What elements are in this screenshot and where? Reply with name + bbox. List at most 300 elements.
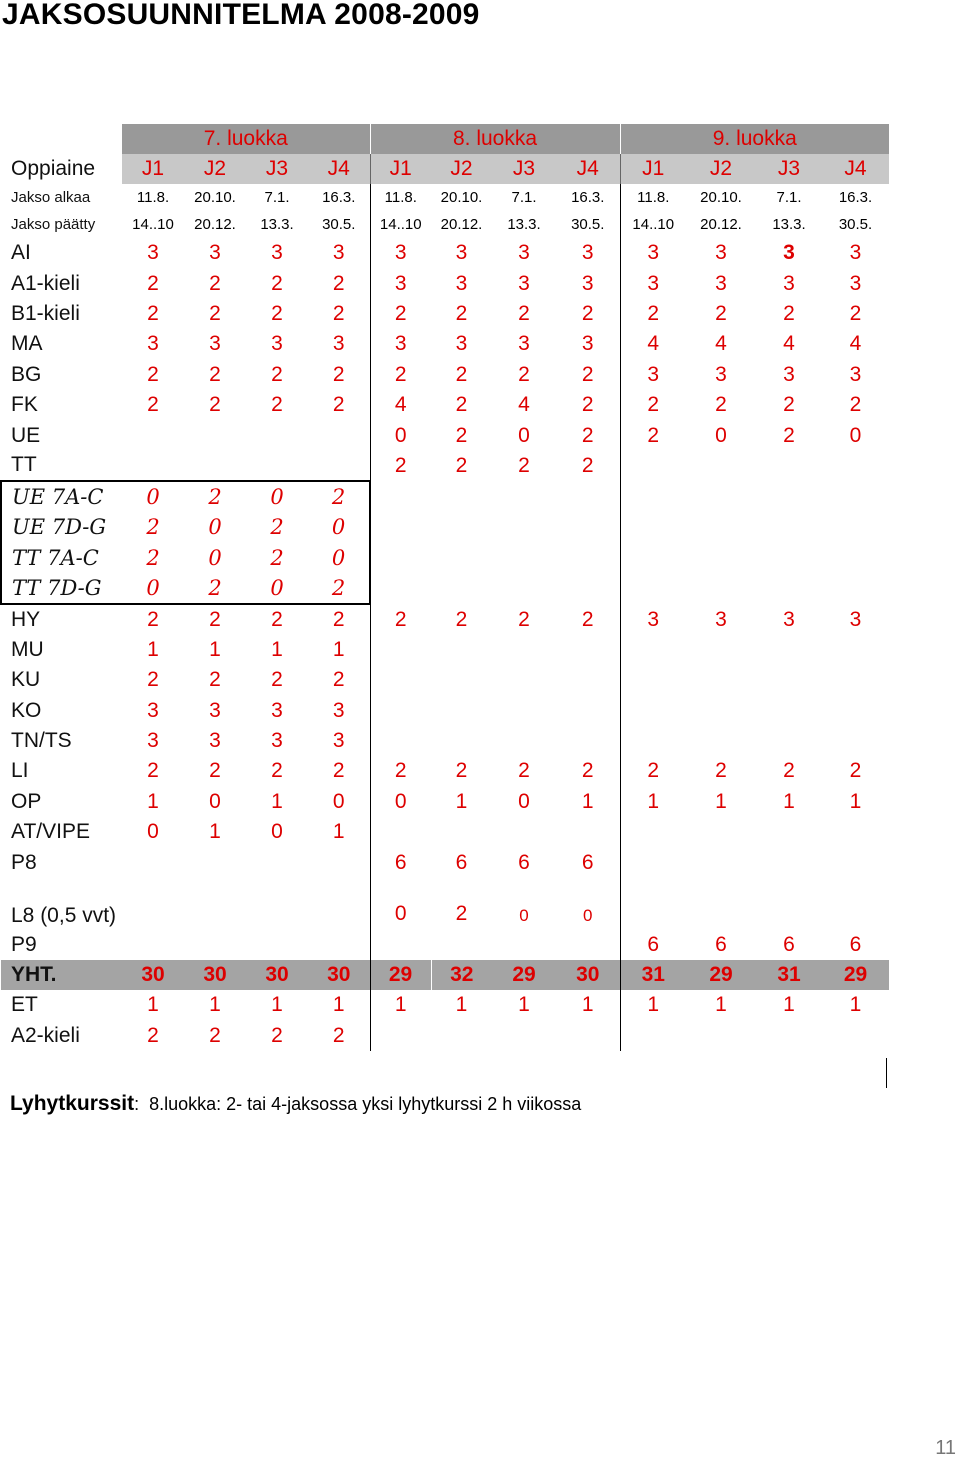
period-value: 2 xyxy=(518,362,530,386)
subject-row xyxy=(1,512,889,543)
period-value xyxy=(620,695,686,725)
period-value: 0 xyxy=(394,423,407,447)
period-value xyxy=(370,726,431,756)
period-value: 3 xyxy=(647,362,660,386)
subject-label: UE 7A-C xyxy=(1,481,122,512)
period-value: 2 xyxy=(271,668,283,692)
period-value xyxy=(822,726,889,756)
period-value: 1 xyxy=(647,789,660,813)
period-value: 1 xyxy=(849,789,862,813)
period-value: 2 xyxy=(518,453,530,477)
period-end-date: 30.5. xyxy=(838,216,873,233)
period-value: 1 xyxy=(147,637,159,661)
period-value: 6 xyxy=(556,847,620,877)
period-value: 3 xyxy=(556,268,620,298)
period-value: 3 xyxy=(518,332,530,356)
period-end-label: Jakso päätty xyxy=(11,216,96,233)
period-value: 2 xyxy=(647,393,660,417)
period-value: 1 xyxy=(715,993,727,1017)
period-value: 3 xyxy=(647,607,660,631)
period-value: 3 xyxy=(556,329,620,359)
period-value: 0 xyxy=(208,515,222,540)
period-start-date: 20.10. xyxy=(700,189,742,206)
period-value: 6 xyxy=(715,933,727,957)
period-value: 30 xyxy=(122,960,184,990)
period-value: 2 xyxy=(271,362,283,386)
period-start-date: 16.3. xyxy=(308,184,370,211)
period-value xyxy=(370,481,431,512)
period-value: 3 xyxy=(783,271,795,295)
period-value xyxy=(431,543,492,574)
period-value: 2 xyxy=(783,393,795,417)
period-value: 3 xyxy=(518,241,530,265)
period-value: 2 xyxy=(556,451,620,481)
jakso-header: J2 xyxy=(184,154,246,184)
period-value: 3 xyxy=(308,726,370,756)
period-value xyxy=(686,512,756,543)
period-value xyxy=(308,930,370,960)
period-value xyxy=(122,930,184,960)
period-value xyxy=(492,635,556,665)
period-value: 2 xyxy=(184,574,246,605)
period-value: 3 xyxy=(209,332,221,356)
period-value xyxy=(822,635,889,665)
subject-label: UE 7D-G xyxy=(1,512,122,543)
period-value xyxy=(756,817,822,847)
grade-header-7: 7. luokka xyxy=(122,124,370,154)
period-value xyxy=(370,543,431,574)
period-end-date: 20.12. xyxy=(440,216,483,233)
page-number: 11 xyxy=(935,1437,956,1459)
period-value xyxy=(822,451,889,481)
period-value: 2 xyxy=(394,362,407,386)
subject-row xyxy=(1,390,889,420)
period-value: 2 xyxy=(308,360,370,390)
subject-row xyxy=(1,420,889,450)
period-value xyxy=(822,695,889,725)
period-value xyxy=(184,847,246,877)
period-value: 3 xyxy=(394,271,407,295)
period-value: 2 xyxy=(271,759,283,783)
period-value: 6 xyxy=(518,850,530,874)
period-value xyxy=(756,635,822,665)
period-value: 2 xyxy=(556,390,620,420)
period-value: 30 xyxy=(246,960,308,990)
period-value xyxy=(620,512,686,543)
subject-row xyxy=(1,238,889,268)
period-value: 2 xyxy=(556,299,620,329)
subject-label: P9 xyxy=(11,933,37,957)
table-body xyxy=(1,124,889,1051)
period-value: 2 xyxy=(209,1023,221,1047)
period-value: 2 xyxy=(455,453,468,477)
footnote-colon: : xyxy=(134,1094,150,1114)
period-value xyxy=(122,847,184,877)
period-value xyxy=(556,635,620,665)
subject-row xyxy=(1,695,889,725)
period-value xyxy=(492,930,556,960)
period-value: 2 xyxy=(147,393,159,417)
period-value: 1 xyxy=(308,990,370,1020)
period-value xyxy=(556,574,620,605)
jakso-header: J2 xyxy=(686,154,756,184)
subject-row xyxy=(1,299,889,329)
period-value: 2 xyxy=(147,608,159,631)
subject-row xyxy=(1,960,889,990)
subject-header: Oppiaine xyxy=(11,157,96,180)
subject-label: HY xyxy=(11,608,41,631)
period-value xyxy=(492,695,556,725)
period-value xyxy=(431,817,492,847)
period-value: 2 xyxy=(308,574,370,605)
period-value: 2 xyxy=(455,607,468,631)
period-value xyxy=(756,543,822,574)
subject-label: YHT. xyxy=(1,960,122,990)
period-value: 2 xyxy=(647,301,660,325)
grade-header-9: 9. luokka xyxy=(620,124,889,154)
subject-row xyxy=(1,665,889,695)
footnote-text: 8.luokka: 2- tai 4-jaksossa yksi lyhytkurssi 2 h viikossa xyxy=(149,1094,582,1114)
period-value xyxy=(308,420,370,450)
period-value: 2 xyxy=(271,393,283,417)
period-value xyxy=(246,878,308,930)
period-value: 2 xyxy=(455,901,468,925)
period-value: 2 xyxy=(849,759,862,783)
period-value: 2 xyxy=(556,420,620,450)
period-value: 3 xyxy=(308,329,370,359)
period-value: 2 xyxy=(271,301,283,325)
subject-label: P8 xyxy=(11,850,37,874)
period-value: 2 xyxy=(455,301,468,325)
subject-row xyxy=(1,930,889,960)
period-value: 0 xyxy=(122,481,184,512)
period-value xyxy=(822,847,889,877)
period-value: 0 xyxy=(246,481,308,512)
period-value: 3 xyxy=(783,362,795,386)
period-value xyxy=(556,481,620,512)
period-value: 3 xyxy=(849,362,862,386)
period-value xyxy=(822,512,889,543)
period-start-date: 11.8. xyxy=(384,189,417,206)
period-value: 2 xyxy=(783,759,795,783)
period-value: 3 xyxy=(849,271,862,295)
period-value xyxy=(431,512,492,543)
jakso-header: J1 xyxy=(370,154,431,184)
period-value xyxy=(431,695,492,725)
period-value: 3 xyxy=(271,241,283,265)
period-value: 1 xyxy=(455,789,468,813)
period-end-date: 20.12. xyxy=(700,216,742,233)
period-value xyxy=(431,574,492,605)
period-value: 1 xyxy=(556,990,620,1020)
period-value: 0 xyxy=(122,574,184,605)
period-value xyxy=(492,1021,556,1051)
period-value xyxy=(492,726,556,756)
period-value: 1 xyxy=(556,787,620,817)
jakso-header: J3 xyxy=(756,154,822,184)
period-value xyxy=(822,665,889,695)
subject-label: LI xyxy=(11,759,29,783)
period-value xyxy=(686,847,756,877)
period-value: 3 xyxy=(271,698,283,722)
period-value xyxy=(431,635,492,665)
period-value xyxy=(556,930,620,960)
period-value: 4 xyxy=(715,332,727,356)
period-value: 2 xyxy=(394,607,407,631)
period-value: 3 xyxy=(147,698,159,722)
period-value: 29 xyxy=(492,960,556,990)
period-value: 2 xyxy=(394,453,407,477)
period-value xyxy=(492,574,556,605)
period-value: 3 xyxy=(647,271,660,295)
subject-row xyxy=(1,756,889,786)
period-value: 3 xyxy=(394,332,407,356)
period-value: 6 xyxy=(394,850,407,874)
period-value: 29 xyxy=(686,960,756,990)
period-value: 1 xyxy=(209,637,221,661)
period-start-date: 11.8. xyxy=(136,189,170,206)
period-value: 0 xyxy=(556,878,620,930)
subject-row xyxy=(1,847,889,877)
period-value: 3 xyxy=(308,238,370,268)
period-end-date: 14..10 xyxy=(632,216,675,233)
jakso-header-row xyxy=(1,154,889,184)
period-value xyxy=(370,695,431,725)
period-value xyxy=(246,451,308,481)
period-value xyxy=(492,543,556,574)
period-value xyxy=(431,930,492,960)
period-value: 2 xyxy=(455,423,468,447)
subject-row xyxy=(1,360,889,390)
period-value: 0 xyxy=(394,789,407,813)
period-value xyxy=(620,726,686,756)
period-value: 2 xyxy=(647,423,660,447)
period-start-date: 20.10. xyxy=(440,189,483,206)
period-value: 3 xyxy=(147,729,159,753)
period-value: 2 xyxy=(783,301,795,325)
subject-row xyxy=(1,451,889,481)
period-value: 2 xyxy=(308,390,370,420)
period-value: 3 xyxy=(209,698,221,722)
period-value: 2 xyxy=(556,360,620,390)
period-value xyxy=(822,543,889,574)
period-value: 2 xyxy=(308,1021,370,1051)
period-value: 2 xyxy=(271,608,283,631)
period-value: 2 xyxy=(271,1023,283,1047)
subject-label: TN/TS xyxy=(11,729,72,753)
period-value: 2 xyxy=(394,301,407,325)
subject-row xyxy=(1,787,889,817)
period-value xyxy=(756,665,822,695)
period-value xyxy=(756,574,822,605)
period-value: 0 xyxy=(394,901,407,925)
period-value xyxy=(492,512,556,543)
subject-label: MU xyxy=(11,637,44,661)
period-value: 29 xyxy=(370,960,431,990)
period-value xyxy=(431,665,492,695)
period-value: 0 xyxy=(209,789,221,813)
period-value xyxy=(556,543,620,574)
period-value: 2 xyxy=(209,271,221,295)
period-value: 1 xyxy=(783,789,795,813)
period-value: 3 xyxy=(147,241,159,265)
jakso-header: J3 xyxy=(246,154,308,184)
subject-row xyxy=(1,878,889,930)
period-value: 2 xyxy=(518,301,530,325)
period-value xyxy=(822,481,889,512)
period-value: 2 xyxy=(147,668,159,692)
period-value xyxy=(756,512,822,543)
period-value xyxy=(431,1021,492,1051)
period-value xyxy=(822,817,889,847)
subject-row xyxy=(1,574,889,605)
grade-header-row xyxy=(1,124,889,154)
period-value: 2 xyxy=(147,759,159,783)
period-value xyxy=(756,1021,822,1051)
period-value: 2 xyxy=(518,759,530,783)
jakso-header: J1 xyxy=(620,154,686,184)
subject-row xyxy=(1,990,889,1020)
period-value: 1 xyxy=(271,789,283,813)
period-value: 3 xyxy=(518,271,530,295)
period-value xyxy=(184,930,246,960)
period-value xyxy=(822,878,889,930)
period-value: 0 xyxy=(518,423,530,447)
subject-label: ET xyxy=(11,993,38,1017)
period-value: 30 xyxy=(556,960,620,990)
period-value: 0 xyxy=(147,820,159,844)
period-value xyxy=(756,847,822,877)
period-value: 1 xyxy=(715,789,727,813)
period-end-date: 20.12. xyxy=(194,216,236,233)
period-value: 3 xyxy=(783,241,795,265)
period-value xyxy=(556,1021,620,1051)
period-value xyxy=(370,665,431,695)
period-value xyxy=(620,481,686,512)
period-start-date: 7.1. xyxy=(511,189,537,206)
period-value xyxy=(556,665,620,695)
period-value xyxy=(620,574,686,605)
period-value xyxy=(686,665,756,695)
period-value: 2 xyxy=(308,299,370,329)
subject-row xyxy=(1,329,889,359)
period-value: 3 xyxy=(455,241,468,265)
period-value: 1 xyxy=(308,635,370,665)
period-value xyxy=(370,930,431,960)
period-value: 1 xyxy=(518,993,530,1017)
period-value xyxy=(686,635,756,665)
subject-row xyxy=(1,604,889,634)
period-value xyxy=(686,695,756,725)
period-start-date: 11.8. xyxy=(637,189,670,206)
period-end-date: 30.5. xyxy=(556,211,620,238)
period-value: 0 xyxy=(308,787,370,817)
period-value: 30 xyxy=(184,960,246,990)
period-value: 3 xyxy=(271,729,283,753)
period-value xyxy=(756,695,822,725)
subject-label: AT/VIPE xyxy=(11,820,90,844)
footnote-key: Lyhytkurssit xyxy=(10,1092,135,1115)
period-value: 4 xyxy=(647,332,660,356)
period-value: 3 xyxy=(394,241,407,265)
period-value: 32 xyxy=(431,960,492,990)
period-value: 1 xyxy=(308,817,370,847)
period-value: 4 xyxy=(849,332,862,356)
period-value: 3 xyxy=(209,241,221,265)
period-end-date: 30.5. xyxy=(308,211,370,238)
period-value: 3 xyxy=(849,241,862,265)
table-edge-line xyxy=(886,1058,887,1088)
jakso-header: J1 xyxy=(122,154,184,184)
period-value xyxy=(122,878,184,930)
period-value: 2 xyxy=(455,759,468,783)
period-value: 29 xyxy=(822,960,889,990)
period-value: 2 xyxy=(184,481,246,512)
subject-label: OP xyxy=(11,789,42,813)
period-value: 2 xyxy=(209,301,221,325)
page-title: JAKSOSUUNNITELMA 2008-2009 xyxy=(2,0,480,31)
period-value xyxy=(686,726,756,756)
grade-header-8: 8. luokka xyxy=(370,124,620,154)
subject-label: UE xyxy=(11,423,41,447)
period-end-date: 13.3. xyxy=(507,216,541,233)
period-value: 0 xyxy=(849,423,862,447)
period-value: 6 xyxy=(455,850,468,874)
period-value xyxy=(686,451,756,481)
period-value: 3 xyxy=(715,241,727,265)
period-value: 30 xyxy=(308,960,370,990)
period-value: 3 xyxy=(209,729,221,753)
period-value xyxy=(370,1021,431,1051)
period-value: 2 xyxy=(647,759,660,783)
period-start-date: 16.3. xyxy=(838,189,873,206)
period-value: 1 xyxy=(209,820,221,844)
subject-label: KO xyxy=(11,698,42,722)
subject-row xyxy=(1,635,889,665)
period-value: 2 xyxy=(518,607,530,631)
period-value: 2 xyxy=(147,271,159,295)
period-start-row xyxy=(1,184,889,211)
period-value xyxy=(756,451,822,481)
jakso-header: J2 xyxy=(431,154,492,184)
period-value xyxy=(184,420,246,450)
period-value: 1 xyxy=(647,993,660,1017)
period-start-date: 20.10. xyxy=(194,189,236,206)
period-value: 2 xyxy=(270,515,284,540)
period-value: 0 xyxy=(208,546,222,571)
period-value: 0 xyxy=(715,423,727,447)
period-value xyxy=(556,695,620,725)
period-value: 2 xyxy=(147,1023,159,1047)
period-value: 2 xyxy=(849,393,862,417)
period-value: 2 xyxy=(271,271,283,295)
period-value: 6 xyxy=(783,933,795,957)
period-value: 1 xyxy=(783,993,795,1017)
period-value: 2 xyxy=(146,546,160,571)
period-value xyxy=(370,817,431,847)
period-value: 2 xyxy=(715,393,727,417)
period-value xyxy=(620,635,686,665)
subject-label: TT 7A-C xyxy=(1,543,122,574)
period-value xyxy=(822,574,889,605)
period-value: 4 xyxy=(394,393,407,417)
period-end-row xyxy=(1,211,889,238)
period-value xyxy=(122,451,184,481)
period-end-date: 13.3. xyxy=(772,216,806,233)
period-value xyxy=(686,574,756,605)
period-value: 1 xyxy=(209,993,221,1017)
period-value xyxy=(246,847,308,877)
